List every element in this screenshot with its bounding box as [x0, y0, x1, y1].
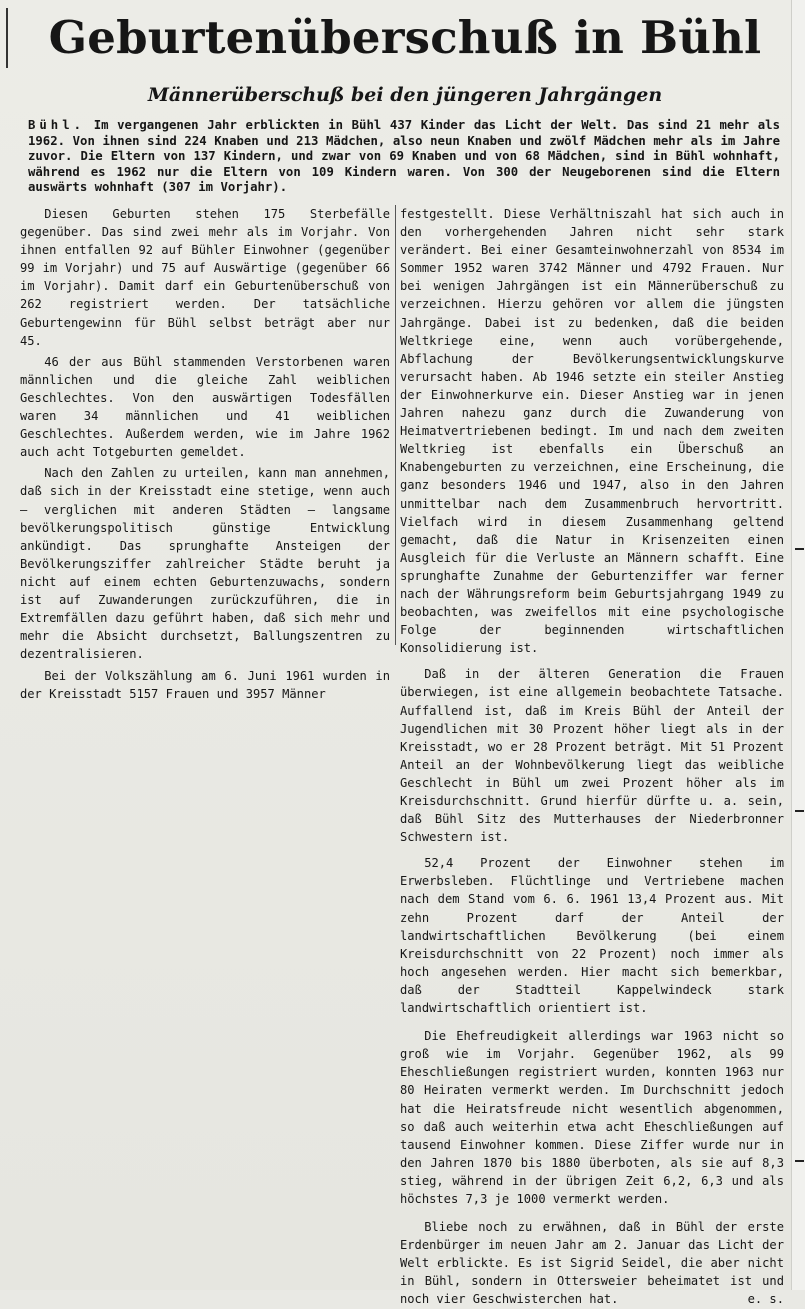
column-divider [395, 205, 396, 645]
left-paragraph-2: 46 der aus Bühl stammenden Verstorbenen waren männlichen und die gleiche Zahl weiblichen Geschlechtes. Von den auswärtigen Todesfällen waren 34 männlichen und 41 weiblichen Geschlechtes. Außerdem werden, wie im Jahre 1962 auch acht Totgeburten gemeldet. [20, 354, 390, 460]
adjacent-page-edge [791, 0, 805, 1290]
right-paragraph-1: festgestellt. Diese Verhältniszahl hat sich auch in den vorhergehenden Jahren nicht sehr stark verändert. Bei einer Gesamteinwohnerzahl von 8534 im Sommer 1952 waren 3742 Männer und 4792 Frauen. Nur bei wenigen Jahrgängen ist ein Männerüberschuß zu verzeichnen. Hierzu gehören vor allem die jüngsten Jahrgänge. Dabei ist zu bedenken, daß die beiden Weltkriege eine, wenn auch vorübergehende, Abflachung der Bevölkerungsentwicklungskurve verursacht haben. Ab 1946 setzte ein steiler Anstieg der Einwohnerkurve ein. Dieser Anstieg war in jenen Jahren nahezu ganz durch die Zuwanderung von Heimatvertriebenen bedingt. Im und nach dem zweiten Weltkrieg ist ebenfalls ein Überschuß an Knabengeburten zu verzeichnen, eine Erscheinung, die ganz besonders 1946 und 1947, also in den Jahren unmittelbar nach dem Zusammenbruch hervortritt. Vielfach wird in diesem Zusammenhang geltend gemacht, daß die Natur in Krisenzeiten einen Ausgleich für die Verluste an Männern schafft. Eine sprunghafte Zunahme der Geburtenziffer war ferner nach der Währungsreform beim Geburtsjahrgang 1949 zu beobachten, was zweifellos mit eine psychologische Folge der beginnenden wirtschaftlichen Konsolidierung ist. [400, 207, 784, 656]
author-signature: e. s. [747, 1292, 784, 1307]
column-rule-left [6, 8, 8, 68]
right-paragraph-5-text: Bliebe noch zu erwähnen, daß in Bühl der erste Erdenbürger im neuen Jahr am 2. Januar das Licht der Welt erblickte. Es ist Sigrid Seidel, die aber nicht in Bühl, sondern in Ottersweier beheimatet ist und noch vier Geschwisterchen hat. [400, 1220, 784, 1307]
left-paragraph-1: Diesen Geburten stehen 175 Sterbefälle gegenüber. Das sind zwei mehr als im Vorjahr. Von ihnen entfallen 92 auf Bühler Einwohner (gegenüber 99 im Vorjahr) und 75 auf Auswärtige (gegenüber 66 im Vorjahr). Damit darf ein Geburtenüberschuß von 262 registriert werden. Der tatsächliche Geburtengewinn für Bühl selbst beträgt aber nur 45. [20, 207, 390, 348]
left-column [20, 205, 390, 704]
edge-mark [795, 1160, 804, 1162]
edge-mark [795, 810, 804, 812]
right-paragraph-2: Daß in der älteren Generation die Frauen überwiegen, ist eine allgemein beobachtete Tatsache. Auffallend ist, daß im Kreis Bühl der Anteil der Jugendlichen mit 30 Prozent höher liegt als in der Kreisstadt, wo er 28 Prozent beträgt. Mit 51 Prozent Anteil an der Wohnbevölkerung liegt das weibliche Geschlecht in Bühl um zwei Prozent höher als im Kreisdurchschnitt. Grund hierfür dürfte u. a. sein, daß Bühl Sitz des Mutterhauses der Niederbronner Schwestern ist. [400, 667, 784, 845]
subheadline: Männerüberschuß bei den jüngeren Jahrgängen [147, 84, 663, 106]
lead-paragraph [28, 118, 780, 196]
headline: Geburtenüberschuß in Bühl [48, 11, 762, 64]
left-paragraph-3: Nach den Zahlen zu urteilen, kann man annehmen, daß sich in der Kreisstadt eine stetige, wenn auch — verglichen mit anderen Städten — langsame bevölkerungspolitisch günstige Entwicklung ankündigt. Das sprunghafte Ansteigen der Bevölkerungsziffer zahlreicher Städte beruht ja nicht auf einem echten Geburtenzuwachs, sondern ist auf Zuwanderungen zurückzuführen, die in Extremfällen dazu geführt haben, daß sich mehr und mehr die Absicht durchsetzt, Ballungszentren zu dezentralisieren. [20, 466, 390, 662]
right-paragraph-4: Die Ehefreudigkeit allerdings war 1963 nicht so groß wie im Vorjahr. Gegenüber 1962, als 99 Eheschließungen registriert wurden, konnten 1963 nur 80 Heiraten vermerkt werden. Im Durchschnitt jedoch hat die Heiratsfreude nicht wesentlich abgenommen, so daß auch weiterhin etwa acht Eheschließungen auf tausend Einwohner kommen. Diese Ziffer wurde nur in den Jahren 1870 bis 1880 überboten, als sie auf 8,3 stieg, während in der übrigen Zeit 6,2, 6,3 und als höchstes 7,3 je 1000 vermerkt werden. [400, 1029, 784, 1206]
right-paragraph-3: 52,4 Prozent der Einwohner stehen im Erwerbsleben. Flüchtlinge und Vertriebene machen nach dem Stand vom 6. 6. 1961 13,4 Prozent aus. Mit zehn Prozent darf der Anteil der landwirtschaftlichen Bevölkerung (bei einem Kreisdurchschnitt von 22 Prozent) noch immer als hoch angesehen werden. Hier macht sich bemerkbar, daß der Stadtteil Kappelwindeck stark landwirtschaftlich orientiert ist. [400, 856, 784, 1016]
right-column [400, 205, 784, 1309]
lead-town: Bühl. [28, 118, 86, 132]
left-paragraph-4: Bei der Volkszählung am 6. Juni 1961 wurden in der Kreisstadt 5157 Frauen und 3957 Männer [20, 669, 390, 702]
lead-text: Im vergangenen Jahr erblickten in Bühl 437 Kinder das Licht der Welt. Das sind 21 mehr als 1962. Von ihnen sind 224 Knaben und 213 Mädchen, also neun Knaben und zwölf Mädchen mehr als im Jahre zuvor. Die Eltern von 137 Kindern, und zwar von 69 Knaben und von 68 Mädchen, sind in Bühl wohnhaft, während es 1962 nur die Eltern von 109 Kindern waren. Von 300 der Neugeborenen sind die Eltern auswärts wohnhaft (307 im Vorjahr). [28, 118, 780, 195]
right-paragraph-5 [400, 1218, 784, 1308]
edge-mark [795, 548, 804, 550]
